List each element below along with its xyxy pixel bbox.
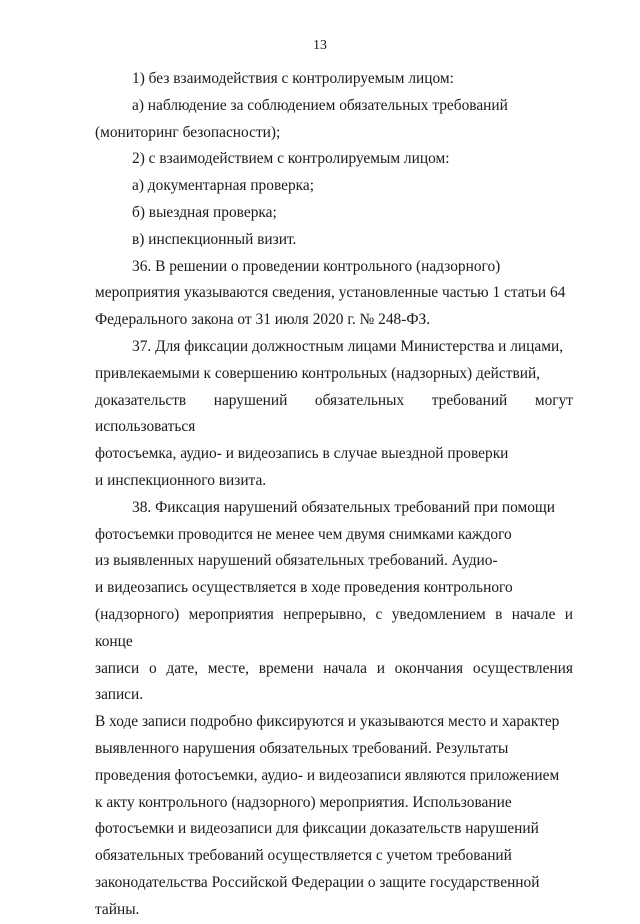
paragraph-38-line12: обязательных требований осуществляется с учетом требований	[95, 847, 512, 865]
paragraph-36-line3: Федерального закона от 31 июля 2020 г. № 248-ФЗ.	[95, 311, 431, 329]
paragraph-38-line4: и видеозапись осуществляется в ходе проведения контрольного	[95, 579, 513, 597]
list-item-2: 2) с взаимодействием с контролируемым лицом:	[132, 150, 450, 168]
paragraph-38-line7: В ходе записи подробно фиксируются и указываются место и характер	[95, 713, 560, 731]
list-item-2c: в) инспекционный визит.	[132, 230, 297, 248]
paragraph-38-line2: фотосъемки проводится не менее чем двумя снимками каждого	[95, 525, 512, 543]
paragraph-37-line4: фотосъемка, аудио- и видеозапись в случае выездной проверки	[95, 445, 509, 463]
paragraph-38-line1: 38. Фиксация нарушений обязательных требований при помощи	[132, 498, 556, 516]
paragraph-38-line10: к акту контрольного (надзорного) мероприятия. Использование	[95, 793, 512, 811]
paragraph-37-line5: и инспекционного визита.	[95, 471, 267, 489]
paragraph-38-line14: тайны.	[95, 900, 140, 918]
document-body	[95, 66, 573, 924]
paragraph-38-line5: (надзорного) мероприятия непрерывно, с уведомлением в начале и конце	[95, 605, 573, 650]
list-item-2b: б) выездная проверка;	[132, 203, 277, 221]
paragraph-37-line1: 37. Для фиксации должностным лицами Министерства и лицами,	[132, 337, 564, 355]
paragraph-38-line8: выявленного нарушения обязательных требований. Результаты	[95, 739, 509, 757]
list-item-2a: а) документарная проверка;	[132, 177, 315, 195]
list-item-1: 1) без взаимодействия с контролируемым лицом:	[132, 70, 454, 87]
page-number: 13	[313, 38, 327, 53]
list-item-1a-line1: а) наблюдение за соблюдением обязательных требований	[132, 96, 508, 114]
paragraph-37-line2: привлекаемыми к совершению контрольных (надзорных) действий,	[95, 364, 541, 382]
paragraph-36-line2: мероприятия указываются сведения, установленные частью 1 статьи 64	[95, 284, 566, 302]
paragraph-36-line1: 36. В решении о проведении контрольного (надзорного)	[132, 257, 501, 275]
paragraph-37-line3: доказательств нарушений обязательных требований могут использоваться	[95, 391, 573, 436]
paragraph-38-line9: проведения фотосъемки, аудио- и видеозаписи являются приложением	[95, 766, 560, 784]
paragraph-38-line13: законодательства Российской Федерации о защите государственной	[95, 873, 540, 891]
paragraph-38-line6: записи о дате, месте, времени начала и окончания осуществления записи.	[95, 659, 573, 704]
paragraph-38-line3: из выявленных нарушений обязательных требований. Аудио-	[95, 552, 498, 570]
paragraph-38-line11: фотосъемки и видеозаписи для фиксации доказательств нарушений	[95, 820, 539, 838]
list-item-1a-line2: (мониторинг безопасности);	[95, 123, 281, 141]
